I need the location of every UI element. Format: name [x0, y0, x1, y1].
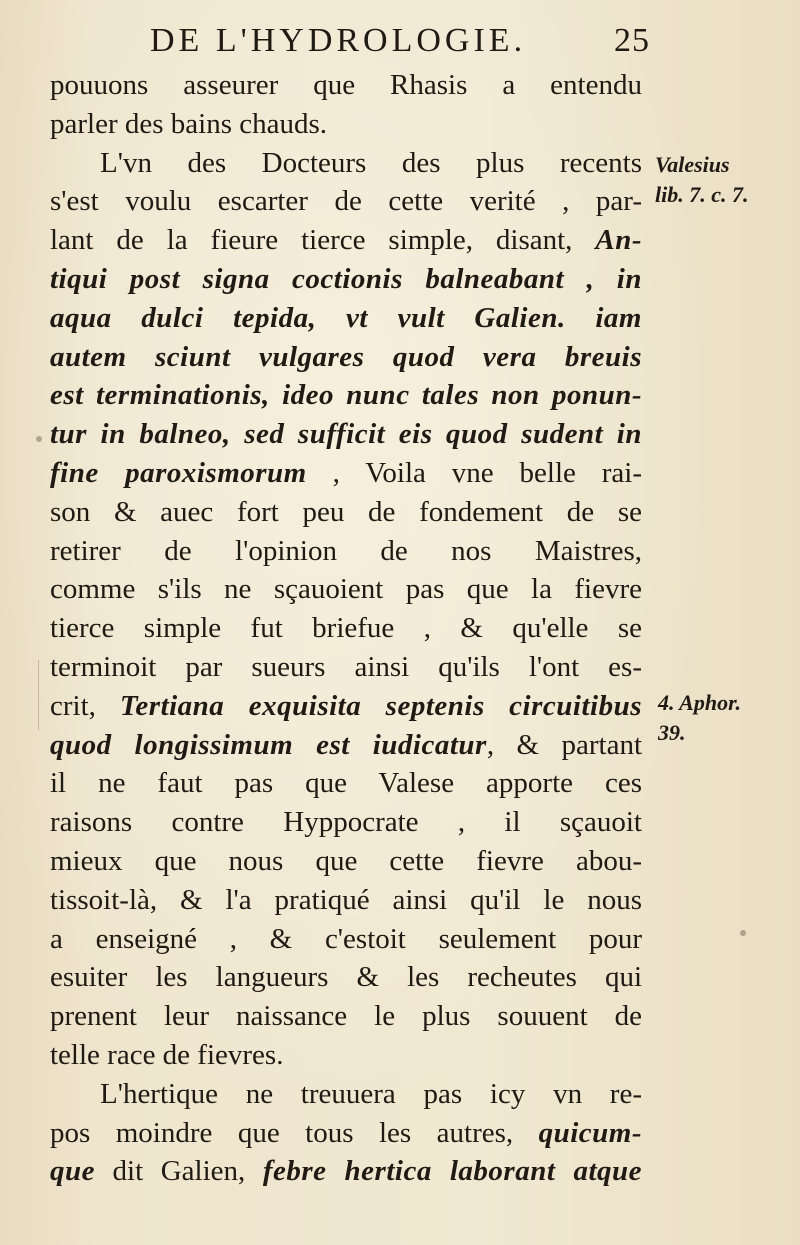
text-line: [50, 609, 642, 648]
text-segment: retirer de l'opinion de nos Maistres,: [50, 534, 642, 567]
text-line: [50, 299, 642, 338]
text-segment: s'est voulu escarter de cette verité , par-: [50, 185, 642, 218]
margin-note-aphorism: [658, 688, 741, 748]
ink-speck: [740, 930, 746, 936]
text-line: [50, 376, 642, 415]
text-segment: il ne faut pas que Valese apporte ces: [50, 767, 642, 800]
text-segment: crit,: [50, 689, 120, 722]
text-segment: terminoit par sueurs ainsi qu'ils l'ont es-: [50, 650, 642, 683]
text-segment: , Voila vne belle rai-: [306, 456, 642, 489]
text-line: [50, 687, 642, 726]
latin-quotation: Tertiana exquisita septenis circuitibus: [119, 689, 642, 722]
text-segment: pouuons asseurer que Rhasis a entendu: [50, 69, 642, 101]
text-line: [50, 842, 642, 881]
latin-quotation: febre hertica laborant atque: [262, 1155, 642, 1188]
text-line: [50, 920, 642, 959]
text-segment: prenent leur naissance le plus souuent de: [50, 1000, 642, 1033]
margin-note-line: lib. 7. c. 7.: [655, 182, 749, 207]
text-line: [50, 997, 642, 1036]
text-line: [50, 415, 642, 454]
text-line: [50, 532, 642, 571]
text-line: [50, 1114, 642, 1153]
latin-quotation: autem sciunt vulgares quod vera breuis: [50, 340, 642, 373]
margin-note-valesius: [655, 150, 749, 210]
text-line: [50, 260, 642, 299]
running-header: [150, 22, 650, 66]
running-title: DE L'HYDROLOGIE.: [150, 22, 527, 59]
text-line: [50, 493, 642, 532]
latin-quotation: fine paroxismorum: [50, 456, 307, 489]
latin-quotation: aqua dulci tepida, vt vult Galien. iam: [50, 301, 642, 334]
text-line: [50, 803, 642, 842]
text-segment: son & auec fort peu de fondement de se: [50, 495, 642, 528]
text-segment: dit Galien,: [95, 1155, 263, 1188]
text-line: [50, 1036, 642, 1075]
text-line: [50, 958, 642, 997]
margin-note-line: 4. Aphor.: [658, 690, 741, 715]
text-segment: lant de la fieure tierce simple, disant,: [50, 224, 596, 257]
text-line: [50, 764, 642, 803]
text-line: [50, 726, 642, 765]
text-line: [50, 182, 642, 221]
text-segment: mieux que nous que cette fievre abou-: [50, 844, 642, 877]
latin-quotation: An-: [595, 224, 642, 257]
text-line: [50, 221, 642, 260]
page-number: 25: [614, 22, 650, 59]
text-segment: comme s'ils ne sçauoient pas que la fievre: [50, 573, 642, 606]
text-line: [50, 1152, 642, 1191]
text-segment: tissoit-là, & l'a pratiqué ainsi qu'il le nous: [50, 883, 642, 916]
text-segment: pos moindre que tous les autres,: [50, 1116, 539, 1149]
text-line: [50, 648, 642, 687]
latin-quotation: tiqui post signa coctionis balneabant , in: [50, 262, 642, 295]
text-line: [50, 570, 642, 609]
text-segment: tierce simple fut briefue , & qu'elle se: [50, 612, 642, 645]
paper-crease: [38, 660, 39, 730]
text-segment: , & partant: [486, 728, 642, 761]
text-segment: L'vn des Docteurs des plus recents: [100, 146, 642, 179]
text-segment: L'hertique ne treuuera pas icy vn re-: [100, 1077, 642, 1110]
latin-quotation: tur in balneo, sed sufficit eis quod sudent in: [50, 418, 642, 451]
latin-quotation: quicum-: [538, 1116, 642, 1149]
ink-speck: [36, 436, 42, 442]
text-segment: esuiter les langueurs & les recheutes qui: [50, 961, 642, 994]
text-line: [50, 144, 642, 183]
text-segment: a enseigné , & c'estoit seulement pour: [50, 922, 642, 955]
latin-quotation: est terminationis, ideo nunc tales non ponun-: [50, 379, 642, 412]
text-segment: parler des bains chauds.: [50, 107, 328, 140]
text-line: [50, 454, 642, 493]
text-line: [50, 1075, 642, 1114]
text-line: [50, 338, 642, 377]
margin-note-line: 39.: [658, 720, 686, 745]
latin-quotation: que: [50, 1155, 95, 1188]
text-segment: raisons contre Hyppocrate , il sçauoit: [50, 806, 642, 839]
text-segment: telle race de fievres.: [50, 1038, 284, 1071]
text-line: [50, 66, 642, 105]
latin-quotation: quod longissimum est iudicatur: [50, 728, 487, 761]
text-line: [50, 881, 642, 920]
body-text: [50, 66, 642, 1191]
text-line: [50, 105, 642, 144]
margin-note-line: Valesius: [655, 152, 730, 177]
